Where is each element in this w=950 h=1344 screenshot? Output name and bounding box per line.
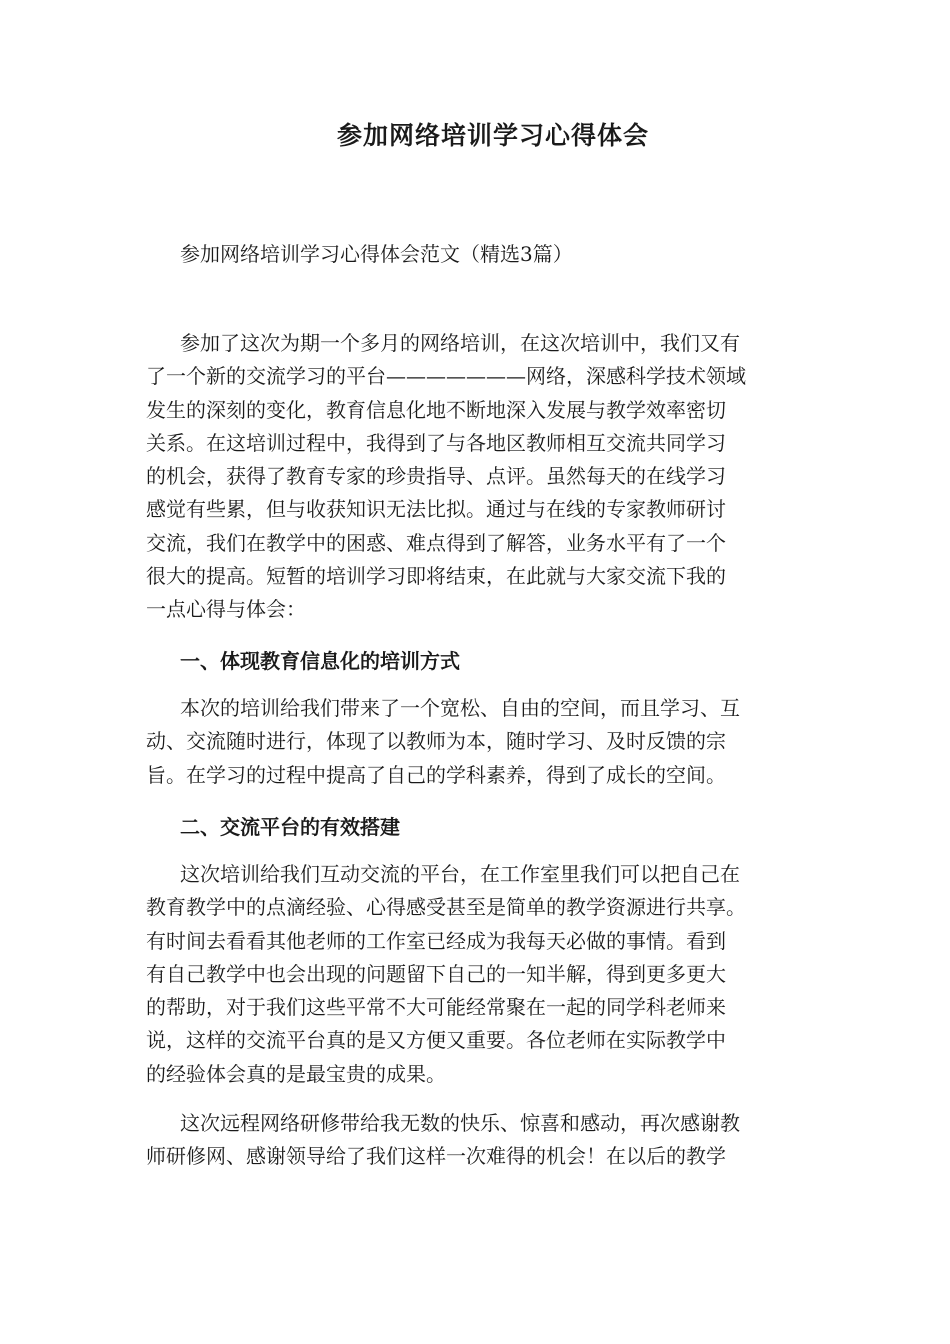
paragraph-section-2	[146, 858, 826, 1091]
document-title: 参加网络培训学习心得体会	[336, 121, 649, 150]
paragraph-line: 教育教学中的点滴经验、心得感受甚至是简单的教学资源进行共享。	[146, 895, 746, 920]
paragraph-line: 动、交流随时进行，体现了以教师为本，随时学习、及时反馈的宗	[146, 729, 726, 754]
section-heading-2: 二、交流平台的有效搭建	[180, 815, 400, 839]
paragraph-intro	[146, 327, 826, 627]
paragraph-line: 旨。在学习的过程中提高了自己的学科素养，得到了成长的空间。	[146, 762, 726, 787]
paragraph-line: 一点心得与体会：	[146, 597, 306, 622]
paragraph-line: 很大的提高。短暂的培训学习即将结束，在此就与大家交流下我的	[146, 564, 726, 589]
paragraph-line: 的经验体会真的是最宝贵的成果。	[146, 1061, 446, 1086]
paragraph-line: 感觉有些累，但与收获知识无法比拟。通过与在线的专家教师研讨	[146, 497, 726, 522]
paragraph-line: 这次培训给我们互动交流的平台，在工作室里我们可以把自己在	[180, 862, 740, 886]
section-heading-1: 一、体现教育信息化的培训方式	[180, 649, 460, 673]
paragraph-section-1	[146, 692, 826, 792]
document-subtitle: 参加网络培训学习心得体会范文（精选3篇）	[180, 242, 573, 266]
paragraph-line: 的帮助，对于我们这些平常不大可能经常聚在一起的同学科老师来	[146, 995, 726, 1020]
paragraph-line: 有自己教学中也会出现的问题留下自己的一知半解，得到更多更大	[146, 961, 726, 986]
paragraph-line: 的机会，获得了教育专家的珍贵指导、点评。虽然每天的在线学习	[146, 464, 726, 489]
paragraph-line: 师研修网、感谢领导给了我们这样一次难得的机会！在以后的教学	[146, 1144, 726, 1169]
paragraph-line: 说，这样的交流平台真的是又方便又重要。各位老师在实际教学中	[146, 1028, 726, 1053]
paragraph-line: 有时间去看看其他老师的工作室已经成为我每天必做的事情。看到	[146, 928, 726, 953]
paragraph-line: 了一个新的交流学习的平台———————网络，深感科学技术领域	[146, 364, 746, 389]
paragraph-line: 关系。在这培训过程中，我得到了与各地区教师相互交流共同学习	[146, 430, 726, 455]
paragraph-line: 发生的深刻的变化，教育信息化地不断地深入发展与教学效率密切	[146, 397, 726, 422]
paragraph-line: 参加了这次为期一个多月的网络培训，在这次培训中，我们又有	[180, 331, 740, 355]
paragraph-closing	[146, 1107, 826, 1174]
paragraph-line: 这次远程网络研修带给我无数的快乐、惊喜和感动，再次感谢教	[180, 1111, 740, 1135]
paragraph-line: 本次的培训给我们带来了一个宽松、自由的空间，而且学习、互	[180, 696, 740, 720]
paragraph-line: 交流，我们在教学中的困惑、难点得到了解答，业务水平有了一个	[146, 530, 726, 555]
